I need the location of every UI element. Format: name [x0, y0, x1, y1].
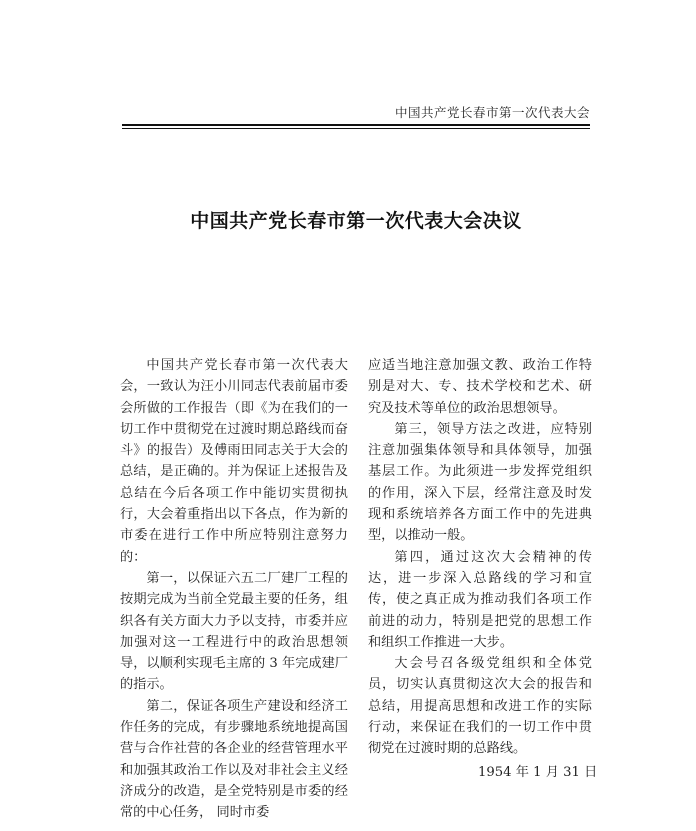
running-header: 中国共产党长春市第一次代表大会: [394, 105, 590, 120]
header-rule-thick: [122, 124, 590, 126]
paragraph-point-two: 第二，保证各项生产建设和经济工作任务的完成，有步骤地系统地提高国营与合作社营的各企业的经营管理水平和加强其政治工作以及对非社会主义经济成分的改造，是全党特别是市委的经常的中心任务， 同时市委: [120, 698, 348, 821]
document-date: 1954 年 1 月 31 日: [478, 765, 598, 780]
paragraph-intro: 中国共产党长春市第一次代表大会，一致认为汪小川同志代表前届市委会所做的工作报告（即《为在我们的一切工作中贯彻党在过渡时期总路线而奋斗》的报告）及傅雨田同志关于大会的总结，是正确的。并为保证上述报告及总结在今后各项工作中能切实贯彻执行，大会着重指出以下各点，作为新的市委在进行工作中所应特别注意努力的：: [120, 358, 348, 565]
paragraph-point-one: 第一，以保证六五二厂建厂工程的按期完成为当前全党最主要的任务，组织各有关方面大力予以支持，市委并应加强对这一工程进行中的政治思想领导，以顺利实现毛主席的 3 年完成建厂的指示。: [120, 570, 348, 693]
paragraph-point-four: 第四，通过这次大会精神的传达，进一步深入总路线的学习和宣传，使之真正成为推动我们各项工作前进的动力，特别是把党的思想工作和组织工作推进一大步。: [368, 549, 592, 650]
header-rule-thin: [122, 128, 590, 129]
document-title: 中国共产党长春市第一次代表大会决议: [190, 210, 522, 232]
paragraph-point-three: 第三，领导方法之改进，应特别注意加强集体领导和具体领导，加强基层工作。为此须进一步发挥党组织的作用，深入下层，经常注意及时发现和系统培养各方面工作中的先进典型，以推动一般。: [368, 421, 592, 544]
left-column: [120, 355, 348, 824]
paragraph-point-two-continued: 应适当地注意加强文教、政治工作特别是对大、专、技术学校和艺术、研究及技术等单位的政治思想领导。: [368, 358, 592, 416]
right-column: [368, 355, 592, 760]
paragraph-call-to-action: 大会号召各级党组织和全体党员，切实认真贯彻这次大会的报告和总结，用提高思想和改进工作的实际行动，来保证在我们的一切工作中贯彻党在过渡时期的总路线。: [368, 656, 592, 757]
